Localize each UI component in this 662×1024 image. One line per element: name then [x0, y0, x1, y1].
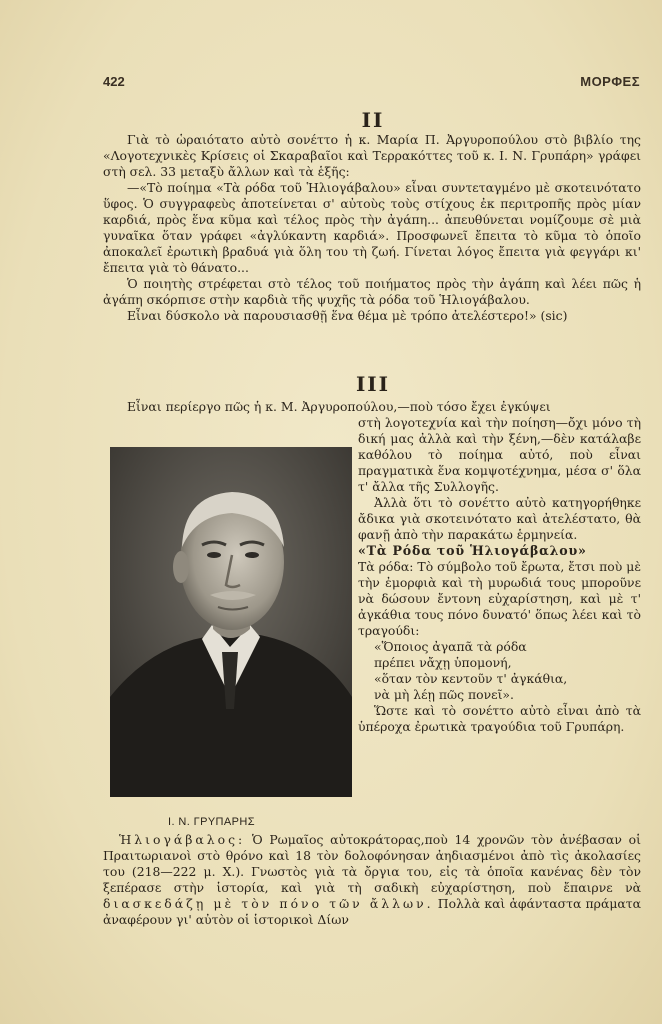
section-ii-body: [103, 132, 641, 324]
term-definition: Ὁ Ρωμαῖος αὐτοκράτορας,ποὺ 14 χρονῶν τὸν ἀνέβασαν οἱ Πραιτωριανοὶ στὸ θρόνο καὶ 18 τὸν δολοφόνησαν ἀηδιασμένοι ἀπὸ τὶς ἀκολασίες του (218—222 μ. Χ.). Γνωστὸς γιὰ τὰ ὄργια του, εἰς τὰ ὁποῖα κανένας δὲν τὸν ξεπέρασε στὴν ἱστορία, καὶ γιὰ τὴ σαδικὴ εὐχαρίστηση, ποὺ ἔπαιρνε νὰ: [103, 832, 641, 895]
page-number: 422: [103, 74, 125, 89]
heliogabalus-note: [103, 832, 641, 928]
paragraph: Εἶναι δύσκολο νὰ παρουσιασθῇ ἕνα θέμα μὲ τρόπο ἀτελέστερο!» (sic): [127, 308, 568, 323]
section-iii-lead: [103, 399, 641, 415]
journal-title: ΜΟΡΦΕΣ: [580, 74, 640, 89]
paragraph: Ἀλλὰ ὅτι τὸ σονέττο αὐτὸ κατηγορήθηκε ἄδικα γιὰ σκοτεινότατο καὶ ἀτελέστατο, θὰ φανῇ ἀπὸ τὴν παρακάτω ἑρμηνεία.: [358, 495, 641, 542]
paragraph: στὴ λογοτεχνία καὶ τὴν ποίηση—ὄχι μόνο τὴ δική μας ἀλλὰ καὶ τὴν ξένη,—δὲν κατάλαβε καθόλου τὸ ποίημα αὐτό, ποὺ εἶναι πραγματικὰ ἕνα κομψοτέχνημα, μέσα σ' ὅλα τ' ἄλλα τῆς Συλλογῆς.: [358, 415, 641, 494]
section-iii-column: [358, 415, 641, 735]
poem-title: «Τὰ Ρόδα τοῦ Ἡλιογάβαλου»: [358, 543, 587, 558]
section-iii-heading: III: [355, 372, 391, 396]
portrait-photo: [110, 447, 352, 797]
folk-song-verse: [358, 639, 641, 703]
paragraph: Ὁ ποιητὴς στρέφεται στὸ τέλος τοῦ ποιήματος πρὸς τὴν ἀγάπη καὶ λέει πῶς ἡ ἀγάπη σκόρπισε στὴν καρδιὰ τῆς ψυχῆς τὰ ρόδα τοῦ Ἡλιογάβαλου.: [103, 276, 641, 307]
verse-line: νὰ μὴ λέῃ πῶς πονεῖ».: [374, 687, 514, 702]
verse-line: πρέπει νἄχῃ ὑπομονή,: [374, 655, 512, 670]
section-ii-heading: II: [361, 108, 385, 132]
paragraph: Ὥστε καὶ τὸ σονέττο αὐτὸ εἶναι ἀπὸ τὰ ὑπέροχα ἐρωτικὰ τραγούδια τοῦ Γρυπάρη.: [358, 703, 641, 734]
photo-caption: Ι. Ν. ΓΡΥΠΑΡΗΣ: [168, 816, 255, 828]
paragraph: Εἶναι περίεργο πῶς ἡ κ. Μ. Ἀργυροπούλου,—ποὺ τόσο ἔχει ἐγκύψει: [127, 399, 551, 414]
spaced-phrase: διασκεδάζῃ μὲ τὸν πόνο τῶν ἄλλων.: [103, 896, 434, 911]
verse-line: «ὅταν τὸν κεντοῦν τ' ἀγκάθια,: [374, 671, 568, 686]
paragraph: Τὰ ρόδα: Τὸ σύμβολο τοῦ ἔρωτα, ἔτσι ποὺ μὲ τὴν ἐμορφιὰ καὶ τὴ μυρωδιά τους μποροῦνε νὰ δώσουν ἔντονη εὐχαρίστηση, καὶ μὲ τ' ἀγκάθια τους πόνο δυνατό' ὅπως λέει καὶ τὸ τραγούδι:: [358, 559, 641, 638]
term: Ἡλιογάβαλος:: [119, 832, 246, 847]
term-continuation: Πολλὰ καὶ ἀφάνταστα πράματα ἀναφέρουν γι' αὐτὸν οἱ ἱστορικοὶ Δίων: [103, 896, 641, 927]
portrait-image: [110, 447, 352, 797]
verse-line: «Ὅποιος ἀγαπᾶ τὰ ρόδα: [374, 639, 527, 654]
quote-paragraph: —«Τὸ ποίημα «Τὰ ρόδα τοῦ Ἡλιογάβαλου» εἶναι συντεταγμένο μὲ σκοτεινότατο ὕφος. Ὁ συγγραφεὺς ἀποτείνεται σ' αὐτοὺς τοὺς στίχους ἐκ περιτροπῆς πρὸς μίαν καρδιά, πρὸς ἕνα κῦμα καὶ τέλος πρὸς τὴν ἀγάπη... ἀπευθύνεται νομίζουμε σὲ μιὰ γυναῖκα ὅταν γράφει «ἀγλύκαντη καρδιά». Προσφωνεῖ ἔπειτα τὸ κῦμα τὸ ὁποῖο ἀποκαλεῖ ἐρωτικὴ βραδυά γιὰ ὅλη του τὴ ζωή. Γίνεται λόγος ἔπειτα γιὰ φεγγάρι κι' ἔπειτα γιὰ τὸ θάνατο...: [103, 180, 641, 275]
paragraph: Γιὰ τὸ ὡραιότατο αὐτὸ σονέττο ἡ κ. Μαρία Π. Ἀργυροπούλου στὸ βιβλίο της «Λογοτεχνικὲς Κρίσεις οἱ Σκαραβαῖοι καὶ Τερρακόττες τοῦ κ. Ι. Ν. Γρυπάρη» γράφει στὴ σελ. 33 μεταξὺ ἄλλων καὶ τὰ ἑξῆς:: [103, 132, 641, 179]
page-header: [103, 74, 640, 92]
paragraph: [103, 832, 641, 928]
